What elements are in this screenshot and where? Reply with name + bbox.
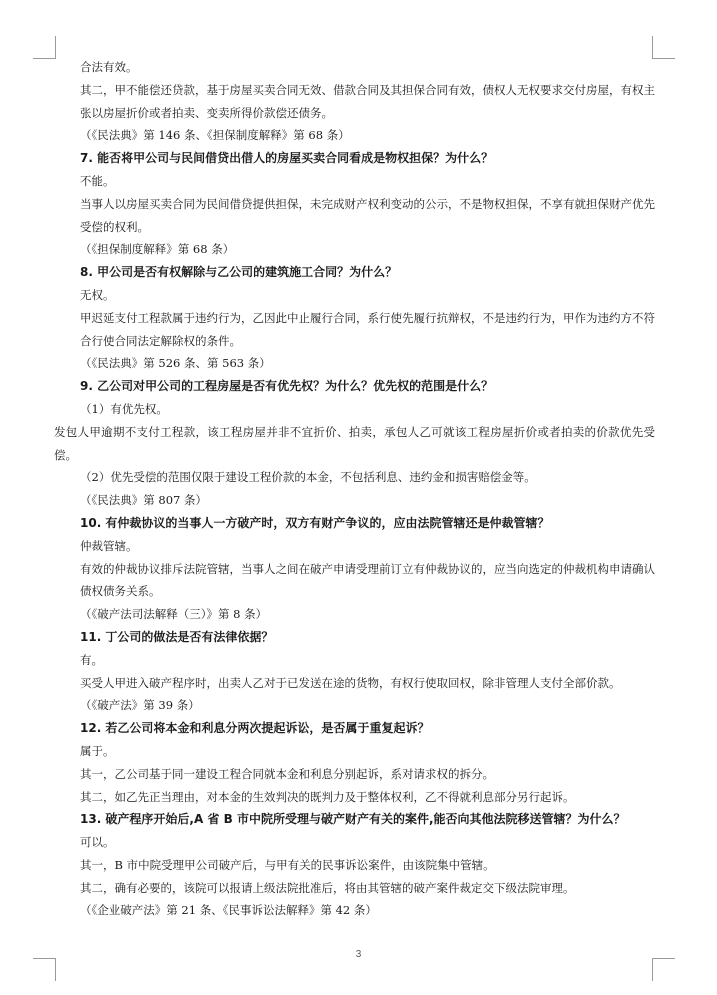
crop-mark-bottom-left — [33, 958, 56, 981]
paragraph: （2）优先受偿的范围仅限于建设工程价款的本金，不包括利息、违约金和损害赔偿金等。 — [80, 470, 536, 485]
crop-mark-bottom-right — [652, 958, 675, 981]
paragraph: （《破产法司法解释（三）》第 8 条） — [80, 607, 268, 622]
paragraph: （《破产法》第 39 条） — [80, 698, 200, 713]
paragraph: （《民法典》第 807 条） — [80, 493, 208, 508]
crop-mark-top-right — [652, 36, 675, 59]
paragraph: 甲迟延支付工程款属于违约行为，乙因此中止履行合同，系行使先履行抗辩权，不是违约行为，甲作为违约方不符合行使合同法定解除权的条件。 — [80, 310, 655, 348]
question-heading: 8. 甲公司是否有权解除与乙公司的建筑施工合同？为什么？ — [80, 265, 398, 280]
paragraph: （《担保制度解释》第 68 条） — [80, 242, 235, 257]
paragraph: 有效的仲裁协议排斥法院管辖，当事人之间在破产申请受理前订立有仲裁协议的，应当向选定的仲裁机构申请确认债权债务关系。 — [80, 561, 655, 599]
paragraph: 合法有效。 — [80, 60, 138, 74]
paragraph: 其二，如乙先正当理由，对本金的生效判决的既判力及于整体权利，乙不得就利息部分另行起诉。 — [80, 789, 575, 804]
paragraph: （《民法典》第 146 条、《担保制度解释》第 68 条） — [80, 128, 350, 143]
paragraph: 发包人甲逾期不支付工程款，该工程房屋并非不宜折价、拍卖，承包人乙可就该工程房屋折价或者拍卖的价款优先受偿。 — [54, 424, 655, 462]
paragraph: 当事人以房屋买卖合同为民间借贷提供担保，未完成财产权利变动的公示，不是物权担保，不享有就担保财产优先受偿的权利。 — [80, 196, 655, 234]
question-heading: 12. 若乙公司将本金和利息分两次提起诉讼，是否属于重复起诉？ — [80, 721, 430, 736]
question-heading: 13. 破产程序开始后,A 省 B 市中院所受理与破产财产有关的案件,能否向其他法院移送管辖？为什么？ — [80, 812, 626, 827]
paragraph: 有。 — [80, 652, 103, 667]
paragraph: （《企业破产法》第 21 条、《民事诉讼法解释》第 42 条） — [80, 903, 377, 918]
question-heading: 11. 丁公司的做法是否有法律依据？ — [80, 629, 274, 644]
question-heading: 7. 能否将甲公司与民间借贷出借人的房屋买卖合同看成是物权担保？为什么？ — [80, 151, 494, 166]
paragraph: （1）有优先权。 — [80, 401, 168, 416]
page-number: 3 — [355, 949, 362, 960]
paragraph: 其一，B 市中院受理甲公司破产后，与甲有关的民事诉讼案件，由该院集中管辖。 — [80, 857, 495, 872]
crop-mark-top-left — [33, 36, 56, 59]
paragraph: 买受人甲进入破产程序时，出卖人乙对于已发送在途的货物，有权行使取回权，除非管理人支付全部价款。 — [80, 675, 621, 690]
paragraph: 仲裁管辖。 — [80, 538, 138, 553]
paragraph: （《民法典》第 526 条、第 563 条） — [80, 356, 271, 371]
paragraph: 其一，乙公司基于同一建设工程合同就本金和利息分别起诉，系对请求权的拆分。 — [80, 766, 494, 781]
paragraph: 属于。 — [80, 743, 115, 758]
paragraph: 其二，确有必要的，该院可以报请上级法院批准后，将由其管辖的破产案件裁定交下级法院审理。 — [80, 880, 575, 895]
paragraph: 可以。 — [80, 835, 115, 850]
question-heading: 9. 乙公司对甲公司的工程房屋是否有优先权？为什么？优先权的范围是什么？ — [80, 379, 494, 394]
document-body — [54, 56, 655, 922]
paragraph: 不能。 — [80, 173, 115, 188]
question-heading: 10. 有仲裁协议的当事人一方破产时，双方有财产争议的，应由法院管辖还是仲裁管辖？ — [80, 515, 550, 530]
paragraph: 其二，甲不能偿还贷款，基于房屋买卖合同无效、借款合同及其担保合同有效，债权人无权要求交付房屋，有权主张以房屋折价或者拍卖、变卖所得价款偿还债务。 — [80, 82, 655, 120]
paragraph: 无权。 — [80, 287, 115, 302]
